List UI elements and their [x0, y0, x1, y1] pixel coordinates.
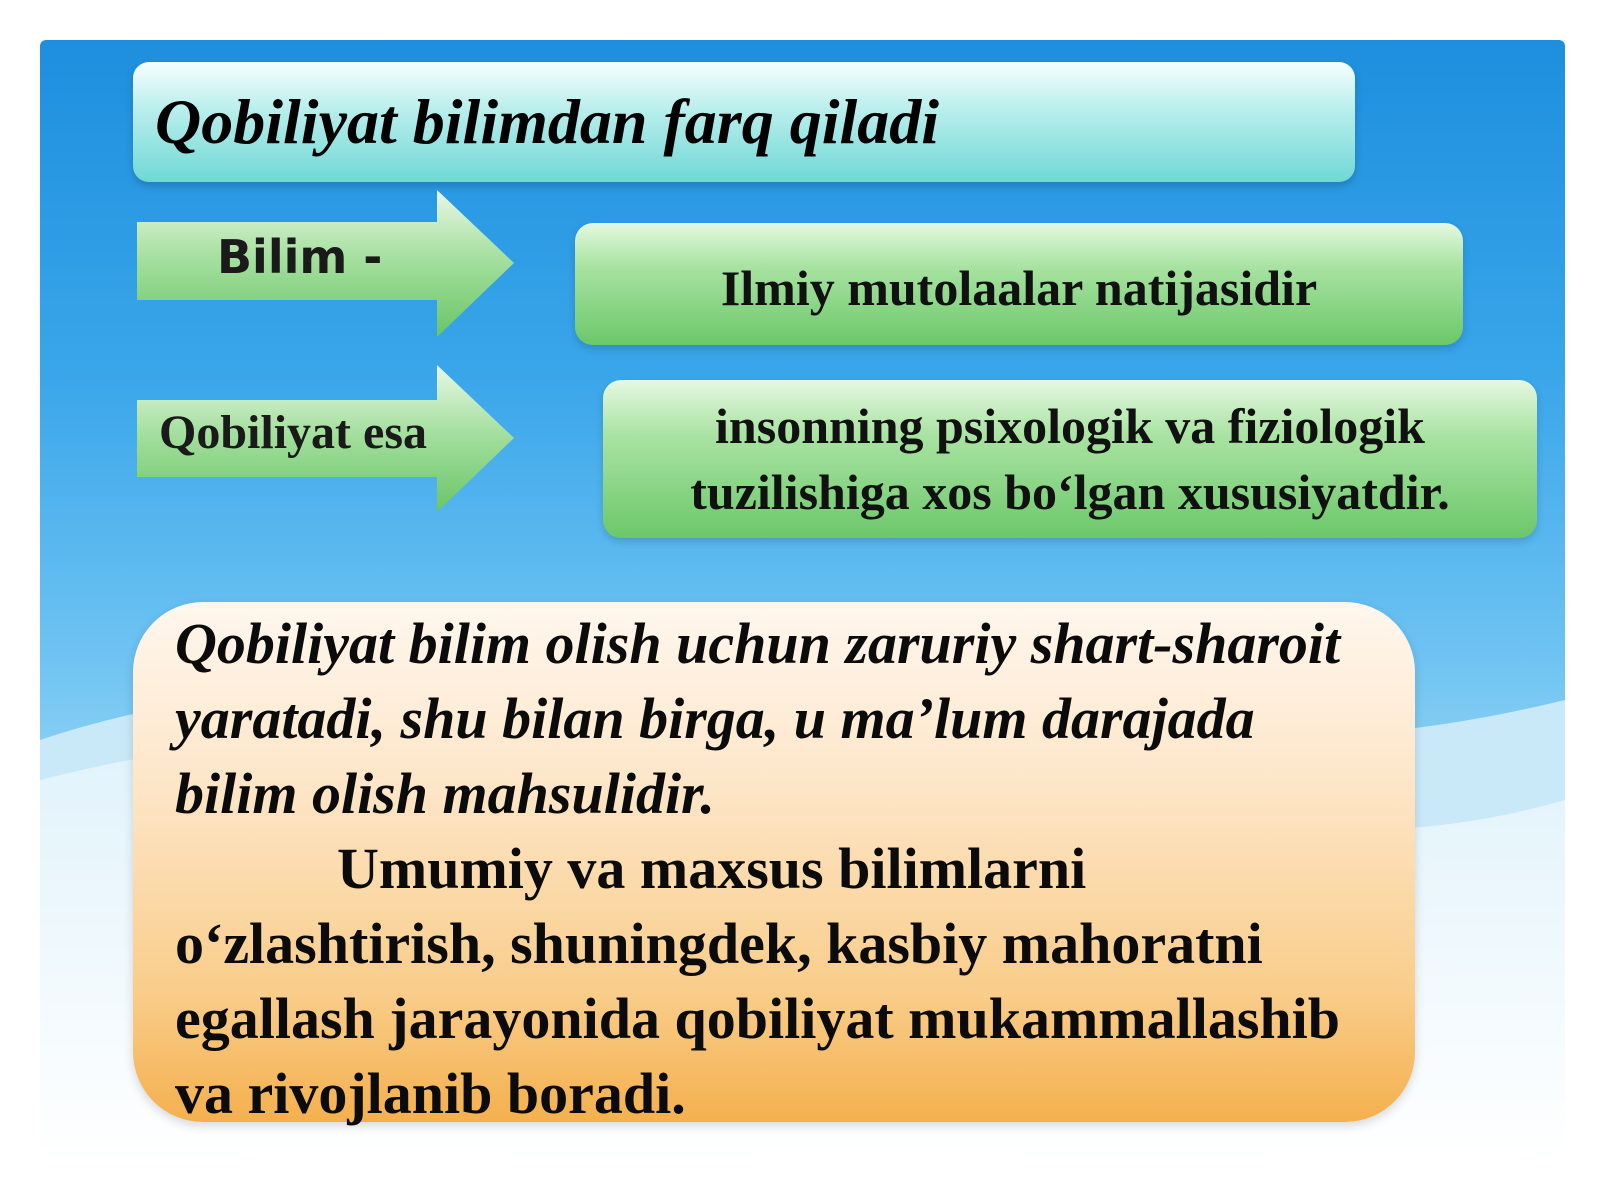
arrow-bilim — [137, 190, 514, 337]
title-banner — [133, 62, 1355, 182]
definition-line: tuzilishiga xos bo‘lgan xususiyatdir. — [690, 464, 1450, 520]
main-text-box — [133, 602, 1415, 1126]
arrow-label-qobiliyat: Qobiliyat esa — [159, 406, 428, 459]
definition-box-qobiliyat — [603, 380, 1537, 538]
definition-line: Ilmiy mutolaalar natijasidir — [720, 260, 1318, 316]
definition-line: insonning psixologik va fiziologik — [715, 398, 1425, 454]
definition-box-bilim — [575, 223, 1463, 345]
body-paragraph: Umumiy va maxsus bilimlarni o‘zlashtirish, shuningdek, kasbiy mahoratni egallash jarayonida qobiliyat mukammallashib va rivojlanib boradi. — [175, 836, 1341, 1126]
arrow-label-bilim: Bilim - — [217, 230, 383, 284]
slide-title: Qobiliyat bilimdan farq qiladi — [155, 86, 940, 157]
italic-paragraph: Qobiliyat bilim olish uchun zaruriy shart-sharoit yaratadi, shu bilan birga, u ma’lum darajada bilim olish mahsulidir. — [175, 611, 1341, 826]
arrow-qobiliyat — [137, 365, 514, 512]
